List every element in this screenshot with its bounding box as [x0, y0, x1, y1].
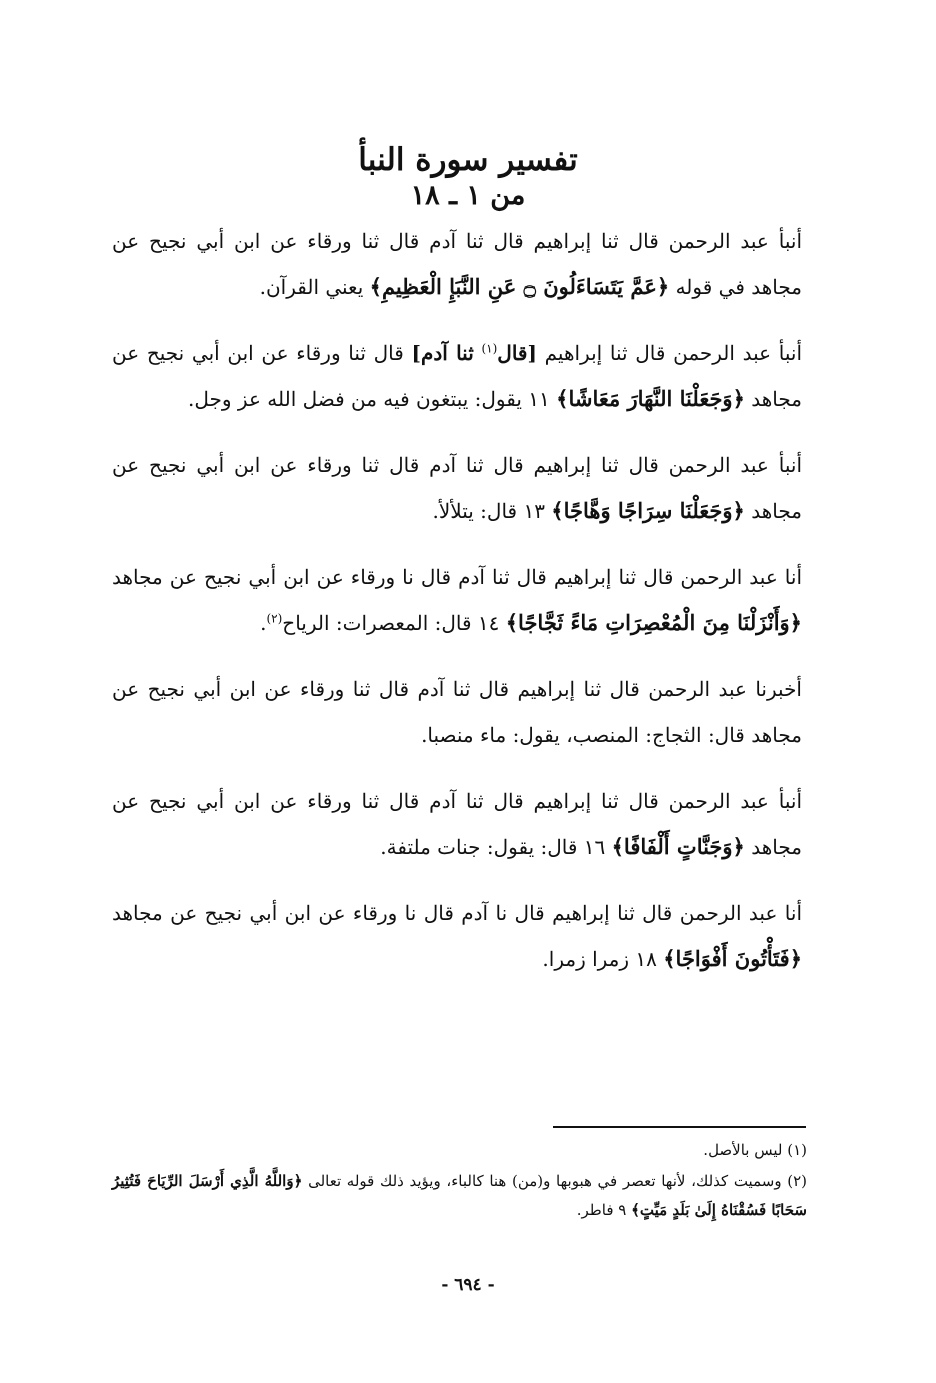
quran-verse: ﴿وَاللَّهُ الَّذِي أَرْسَلَ الرِّيَاحَ فَتُثِيرُ سَحَابًا فَسُقْنَاهُ إِلَىٰ بَلَدٍ مَيِّتٍ﴾ — [112, 1172, 807, 1219]
footnote-text: (٢) وسميت كذلك، لأنها تعصر في هبوبها و(من) هنا كالباء، ويؤيد ذلك قوله تعالى — [308, 1172, 807, 1190]
paragraph-text: ١٤ قال: المعصرات: الرياح — [282, 611, 500, 635]
quran-verse: ﴿عَمَّ يَتَسَاءَلُونَ ۝ عَنِ النَّبَإِ الْعَظِيمِ﴾ — [369, 274, 670, 299]
paragraph-text: أنبأ عبد الرحمن قال ثنا إبراهيم قال ثنا آدم قال ثنا ورقاء عن ابن أبي نجيح عن مجاهد في قوله — [112, 229, 802, 299]
bracket-insert-end: ثنا آدم] — [411, 341, 474, 365]
quran-verse: ﴿وَأَنْزَلْنَا مِنَ الْمُعْصِرَاتِ مَاءً ثَجَّاجًا﴾ — [505, 610, 802, 635]
footnote-text: ٩ فاطر. — [576, 1201, 627, 1219]
quran-verse: ﴿وَجَعَلْنَا سِرَاجًا وَهَّاجًا﴾ — [551, 498, 745, 523]
page-title: تفسير سورة النبأ — [358, 142, 578, 178]
paragraph-text: ١٦ قال: يقول: جنات ملتفة. — [380, 835, 606, 859]
paragraph-2 — [112, 330, 802, 422]
footnote-1 — [112, 1136, 807, 1165]
paragraph-text: أخبرنا عبد الرحمن قال ثنا إبراهيم قال ثنا آدم قال ثنا ورقاء عن ابن أبي نجيح عن مجاهد قال: الثجاج: المنصب، يقول: ماء منصبا. — [112, 677, 802, 747]
paragraph-4 — [112, 554, 802, 646]
footnotes — [112, 1136, 807, 1227]
paragraph-7 — [112, 890, 802, 982]
quran-verse: ﴿وَجَعَلْنَا النَّهَارَ مَعَاشًا﴾ — [556, 386, 745, 411]
paragraph-text: ١١ يقول: يبتغون فيه من فضل الله عز وجل. — [188, 387, 550, 411]
page-number: - ٦٩٤ - — [441, 1275, 495, 1295]
footnote-ref: (٢) — [266, 611, 283, 626]
paragraph-text: قال ثنا ورقاء عن ابن أبي نجيح عن مجاهد — [112, 341, 802, 411]
footnote-text: (١) ليس بالأصل. — [703, 1141, 807, 1159]
paragraph-3 — [112, 442, 802, 534]
paragraph-text: ١٣ قال: يتلألأ. — [432, 499, 545, 523]
paragraph-text: . — [260, 611, 267, 635]
paragraph-text: أنبأ عبد الرحمن قال ثنا إبراهيم — [544, 341, 802, 365]
paragraph-text: أنا عبد الرحمن قال ثنا إبراهيم قال نا آدم قال نا ورقاء عن ابن أبي نجيح عن مجاهد — [112, 901, 802, 925]
paragraph-6 — [112, 778, 802, 870]
paragraph-text: ١٨ زمرا زمرا. — [542, 947, 657, 971]
footnote-divider — [553, 1126, 806, 1128]
paragraph-text: أنا عبد الرحمن قال ثنا إبراهيم قال ثنا آدم قال نا ورقاء عن ابن أبي نجيح عن مجاهد — [112, 565, 803, 589]
page-subtitle: من ١ ـ ١٨ — [410, 180, 526, 211]
footnote-2 — [112, 1167, 807, 1225]
paragraph-text: أنبأ عبد الرحمن قال ثنا إبراهيم قال ثنا آدم قال ثنا ورقاء عن ابن أبي نجيح عن مجاهد — [112, 453, 802, 523]
paragraph-text: يعني القرآن. — [259, 275, 364, 299]
footnote-ref: (١) — [481, 341, 498, 356]
paragraph-5 — [112, 666, 802, 758]
bracket-insert: [قال — [497, 341, 537, 365]
paragraph-1 — [112, 218, 802, 310]
paragraph-text: أنبأ عبد الرحمن قال ثنا إبراهيم قال ثنا آدم قال ثنا ورقاء عن ابن أبي نجيح عن مجاهد — [112, 789, 802, 859]
main-text — [112, 218, 802, 1002]
quran-verse: ﴿فَتَأْتُونَ أَفْوَاجًا﴾ — [663, 946, 802, 971]
quran-verse: ﴿وَجَنَّاتٍ أَلْفَافًا﴾ — [611, 834, 745, 859]
